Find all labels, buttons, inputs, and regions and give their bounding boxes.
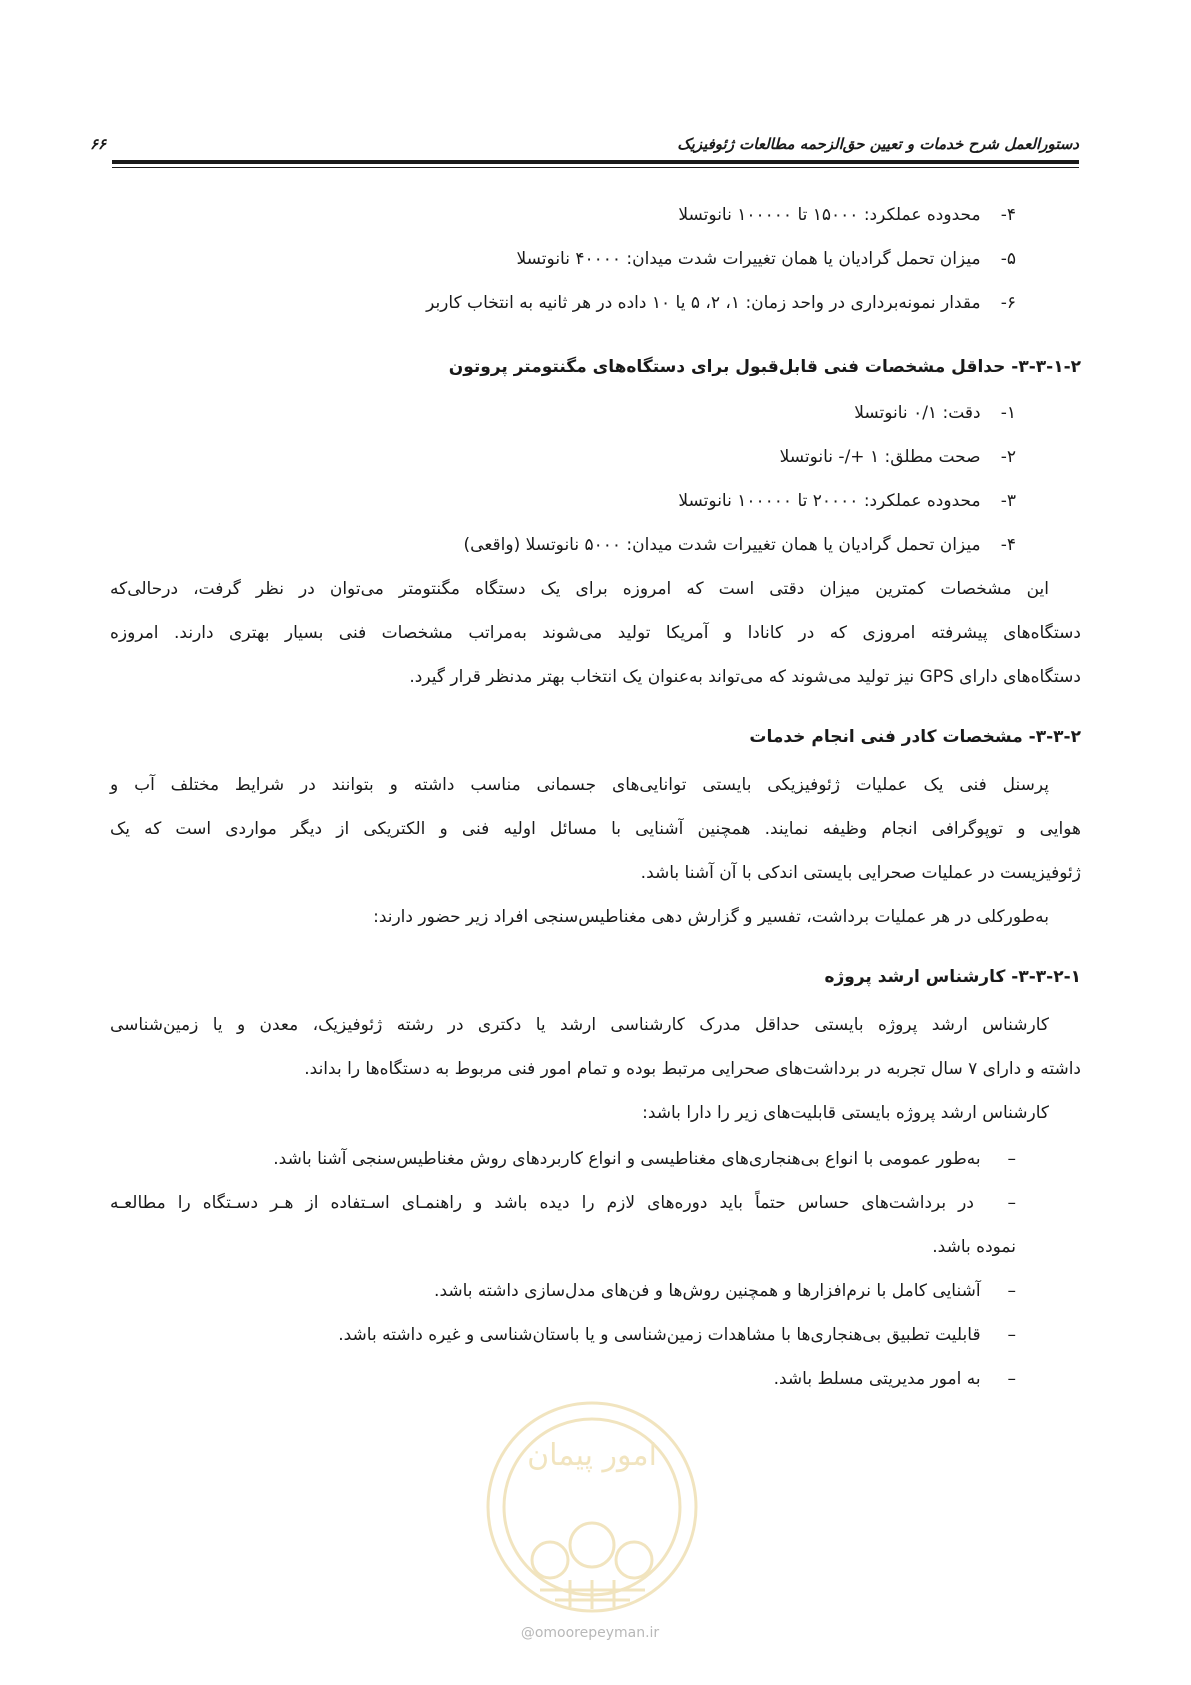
list-number: ۴-	[1000, 535, 1016, 555]
bullet-item	[110, 1366, 1016, 1392]
bullet-text: قابلیت تطبیق بی‌هنجاری‌ها با مشاهدات زمین‌شناسی و یا باستان‌شناسی و غیره داشته باشد.	[338, 1325, 981, 1345]
watermark-url: @omoorepeyman.ir	[520, 1625, 660, 1641]
bullet-text: آشنایی کامل با نرم‌افزارها و همچنین روش‌ها و فن‌های مدل‌سازی داشته باشد.	[434, 1281, 981, 1301]
running-header-title: دستورالعمل شرح خدمات و تعیین حق‌الزحمه مطالعات ژئوفیزیک	[677, 135, 1079, 153]
bullet-dash: –	[1007, 1281, 1016, 1301]
paragraph-line: کارشناس ارشد پروژه بایستی حداقل مدرک کارشناسی ارشد یا دکتری در رشته ژئوفیزیک، معدن و یا زمین‌شناسی	[110, 1015, 1049, 1035]
list-number: ۳-	[1000, 491, 1016, 511]
bullet-dash: –	[1007, 1149, 1016, 1169]
bullet-item	[110, 1146, 1016, 1172]
bullet-item	[110, 1322, 1016, 1348]
paragraph-line: کارشناس ارشد پروژه بایستی قابلیت‌های زیر را دارا باشد:	[642, 1103, 1049, 1123]
list-text: میزان تحمل گرادیان یا همان تغییرات شدت میدان: ۴۰۰۰۰ نانوتسلا	[516, 249, 981, 269]
bullet-text: در برداشت‌های حساس حتماً باید دوره‌های لازم را دیده باشد و راهنمـای اسـتفاده از هـر دسـتگاه را مطالعـه	[110, 1193, 974, 1213]
bullet-item	[110, 1190, 1016, 1216]
paragraph-line: دستگاه‌های پیشرفته امروزی که در کانادا و آمریکا تولید می‌شوند به‌مراتب مشخصات فنی بسیار بهتری دارند. امروزه	[110, 623, 1081, 643]
bullet-text: به‌طور عمومی با انواع بی‌هنجاری‌های مغناطیسی و انواع کاربردهای روش مغناطیس‌سنجی آشنا باشد.	[273, 1149, 981, 1169]
list-number: ۱-	[1000, 403, 1016, 423]
header-rule-thick	[112, 160, 1079, 164]
paragraph-line: این مشخصات کمترین میزان دقتی است که امروزه برای یک دستگاه مگنتومتر می‌توان در نظر گرفت، درحالی‌که	[110, 579, 1049, 599]
bullet-dash: –	[1007, 1369, 1016, 1389]
list-item	[110, 202, 1016, 228]
list-item	[110, 532, 1016, 558]
list-text: صحت مطلق: ۱ +/- نانوتسلا	[779, 447, 981, 467]
paragraph-line: به‌طورکلی در هر عملیات برداشت، تفسیر و گزارش دهی مغناطیس‌سنجی افراد زیر حضور دارند:	[373, 907, 1049, 927]
watermark-logo-icon	[480, 1395, 705, 1620]
list-item	[110, 246, 1016, 272]
list-number: ۶-	[1000, 293, 1016, 313]
section-heading: ۳-۳-۲- مشخصات کادر فنی انجام خدمات	[749, 727, 1081, 747]
list-text: محدوده عملکرد: ۱۵۰۰۰ تا ۱۰۰۰۰۰ نانوتسلا	[678, 205, 981, 225]
bullet-item	[110, 1278, 1016, 1304]
bullet-text: به امور مدیریتی مسلط باشد.	[773, 1369, 981, 1389]
list-item	[110, 488, 1016, 514]
paragraph-line: داشته و دارای ۷ سال تجربه در برداشت‌های صحرایی مرتبط بوده و تمام امور فنی مربوط به دستگاه‌ها را بداند.	[304, 1059, 1081, 1079]
header-rule-thin	[112, 167, 1079, 168]
list-item	[110, 290, 1016, 316]
list-number: ۲-	[1000, 447, 1016, 467]
paragraph-line: دستگاه‌های دارای GPS نیز تولید می‌شوند که می‌تواند به‌عنوان یک انتخاب بهتر مدنظر قرار گیرد.	[409, 667, 1081, 687]
list-number: ۴-	[1000, 205, 1016, 225]
bullet-dash: –	[1007, 1325, 1016, 1345]
paragraph-line: هوایی و توپوگرافی انجام وظیفه نمایند. همچنین آشنایی با مسائل اولیه فنی و الکتریکی از دیگر مواردی است که یک	[110, 819, 1081, 839]
paragraph-line: پرسنل فنی یک عملیات ژئوفیزیکی بایستی توانایی‌های جسمانی مناسب داشته و بتوانند در شرایط مختلف آب و	[110, 775, 1049, 795]
list-text: محدوده عملکرد: ۲۰۰۰۰ تا ۱۰۰۰۰۰ نانوتسلا	[678, 491, 981, 511]
watermark-logo-text: امور پیمان	[527, 1438, 657, 1473]
list-text: مقدار نمونه‌برداری در واحد زمان: ۱، ۲، ۵ یا ۱۰ داده در هر ثانیه به انتخاب کاربر	[426, 293, 981, 313]
paragraph-line: ژئوفیزیست در عملیات صحرایی بایستی اندکی با آن آشنا باشد.	[640, 863, 1081, 883]
list-item	[110, 400, 1016, 426]
list-text: دقت: ۰/۱ نانوتسلا	[854, 403, 981, 423]
list-text: میزان تحمل گرادیان یا همان تغییرات شدت میدان: ۵۰۰۰ نانوتسلا (واقعی)	[463, 535, 981, 555]
section-heading: ۳-۳-۲-۱- کارشناس ارشد پروژه	[824, 967, 1081, 987]
section-heading: ۳-۳-۱-۲- حداقل مشخصات فنی قابل‌قبول برای دستگاه‌های مگنتومتر پروتون	[448, 357, 1081, 377]
page-number: ۶۶	[90, 135, 107, 153]
bullet-dash: –	[1007, 1193, 1016, 1213]
bullet-continuation: نموده باشد.	[932, 1237, 1016, 1257]
list-item	[110, 444, 1016, 470]
list-number: ۵-	[1000, 249, 1016, 269]
